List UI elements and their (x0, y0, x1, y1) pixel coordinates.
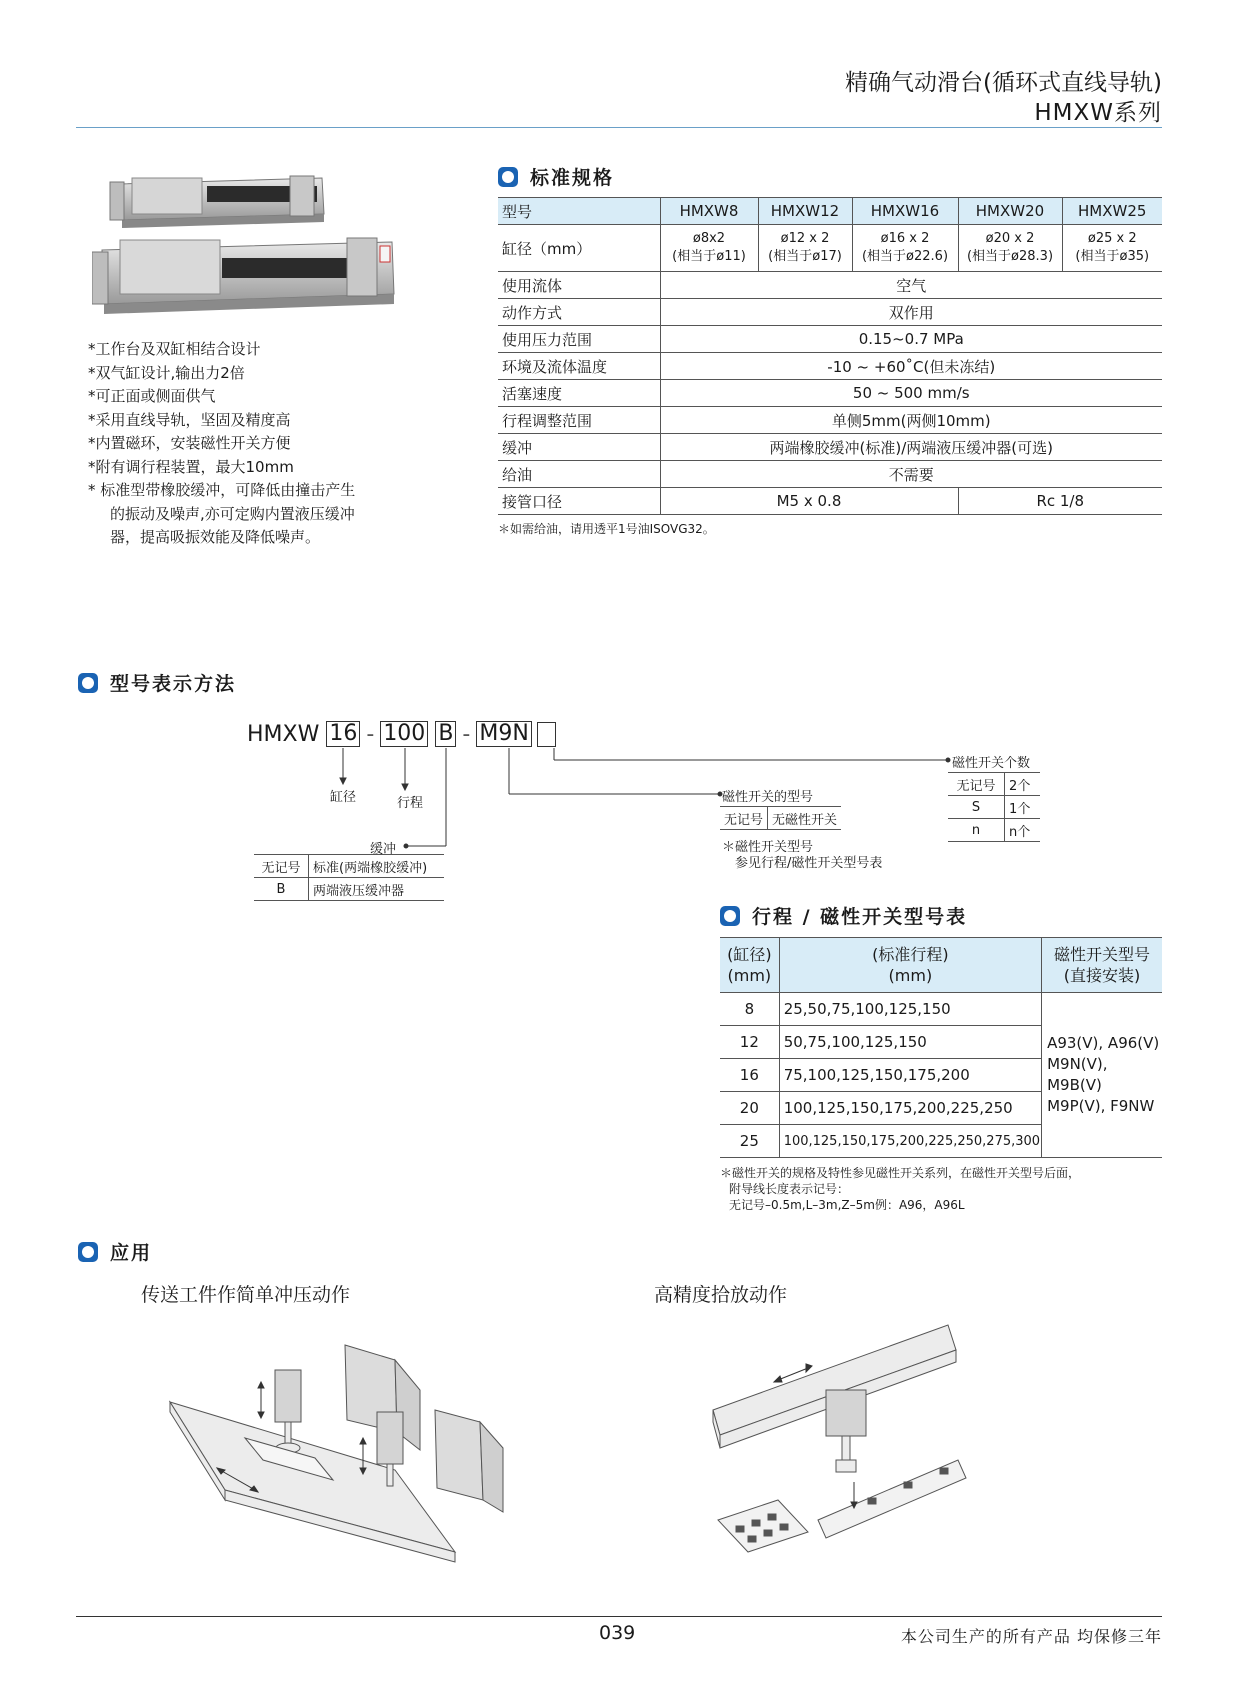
table-row: 接管口径 M5 x 0.8 Rc 1/8 (498, 488, 1162, 515)
header-divider (76, 127, 1162, 128)
switch-model-list: A93(V), A96(V) M9N(V), M9B(V) M9P(V), F9NW (1042, 993, 1162, 1158)
application-section-title: 应用 (78, 1238, 152, 1265)
page-title: 精确气动滑台(循环式直线导轨) (845, 70, 1162, 96)
code-bore: 16 (326, 721, 360, 747)
table-row: n n个 (948, 819, 1040, 842)
table-row: B 两端液压缓冲器 (254, 878, 444, 901)
table-row: 20 100,125,150,175,200,225,250 (720, 1092, 1162, 1125)
table-row: 型号 HMXW8 HMXW12 HMXW16 HMXW20 HMXW25 (498, 198, 1162, 225)
table-row: 无记号 无磁性开关 (720, 807, 841, 830)
switch-note: 参见行程/磁性开关型号表 (735, 856, 883, 871)
stroke-section-title: 行程 / 磁性开关型号表 (720, 902, 967, 929)
switch-type-table (720, 806, 841, 830)
feature-list (88, 338, 428, 550)
spec-table (498, 197, 1162, 515)
feature-item: *双气缸设计,输出力2倍 (88, 363, 245, 382)
spec-note: ＊如需给油，请用透平1号油ISOVG32。 (498, 522, 715, 536)
section-bullet-icon (78, 673, 98, 693)
warranty-note: 本公司生产的所有产品 均保修三年 (900, 1627, 1162, 1646)
feature-item: *采用直线导轨，坚固及精度高 (88, 410, 291, 429)
table-row: 使用流体 空气 (498, 272, 1162, 299)
table-row: 8 25,50,75,100,125,150 A93(V), A96(V) M9N(V), M9B(V) M9P(V), F9NW (720, 993, 1162, 1026)
table-row: 缸径（mm） ø8x2 (相当于ø11) ø12 x 2 (相当于ø17) ø16 x 2 (相当于ø22.6) ø20 x 2 (相当于ø28.3) ø25 x 2 (相当于ø35) (498, 225, 1162, 272)
stroke-table (720, 937, 1162, 1158)
feature-item: 的振动及噪声,亦可定购内置液压缓冲 (110, 504, 355, 523)
table-row: 行程调整范围 单侧5mm(两侧10mm) (498, 407, 1162, 434)
cushion-options-table (254, 854, 444, 901)
model-code: HMXW 16 - 100 B - M9N (247, 721, 556, 747)
switch-type-label: 磁性开关的型号 (722, 790, 814, 805)
feature-item: *工作台及双缸相结合设计 (88, 340, 261, 358)
table-row: 动作方式 双作用 (498, 299, 1162, 326)
feature-item: *附有调行程装置，最大10mm (88, 457, 294, 476)
table-row: 给油 不需要 (498, 461, 1162, 488)
switch-count-label: 磁性开关个数 (952, 756, 1031, 771)
table-row: 16 75,100,125,150,175,200 (720, 1059, 1162, 1092)
application-left-caption: 传送工件作简单冲压动作 (141, 1284, 351, 1306)
table-row: 缓冲 两端橡胶缓冲(标准)/两端液压缓冲器(可选) (498, 434, 1162, 461)
model-code-section-title: 型号表示方法 (78, 669, 236, 696)
code-switch-count (537, 722, 556, 747)
feature-item: 器，提高吸振效能及降低噪声。 (110, 528, 321, 546)
application-illustration-pick-place (708, 1320, 968, 1560)
table-row: 无记号 标准(两端橡胶缓冲) (254, 855, 444, 878)
series-name: HMXW系列 (1034, 100, 1162, 126)
feature-item: * 标准型带橡胶缓冲，可降低由撞击产生 (88, 481, 356, 499)
code-cushion: B (435, 721, 456, 747)
spec-section-title: 标准规格 (498, 163, 614, 190)
section-bullet-icon (720, 906, 740, 926)
table-row: 12 50,75,100,125,150 (720, 1026, 1162, 1059)
table-row: S 1个 (948, 796, 1040, 819)
feature-item: *可正面或侧面供气 (88, 387, 216, 405)
table-row: (缸径) (mm) (标准行程) (mm) 磁性开关型号 (直接安装) (720, 938, 1162, 993)
switch-count-table (948, 772, 1040, 842)
application-illustration-press (165, 1340, 505, 1570)
page-number: 039 (599, 1622, 636, 1644)
bore-label: 缸径 (330, 790, 357, 805)
code-switch: M9N (476, 721, 531, 747)
cushion-label: 缓冲 (370, 842, 397, 857)
table-row: 活塞速度 50 ~ 500 mm/s (498, 380, 1162, 407)
stroke-notes: ＊磁性开关的规格及特性参见磁性开关系列，在磁性开关型号后面， 附导线长度表示记号： 无记号–0.5m,L–3m,Z–5m例：A96，A96L (720, 1166, 1081, 1212)
section-bullet-icon (78, 1242, 98, 1262)
code-stroke: 100 (380, 721, 428, 747)
application-right-caption: 高精度拾放动作 (654, 1284, 788, 1306)
switch-note: ＊磁性开关型号 (722, 840, 814, 855)
model-label: 型号 (498, 198, 660, 225)
bore-label: 缸径（mm） (498, 225, 660, 272)
stroke-label: 行程 (397, 796, 424, 811)
footer-divider (76, 1616, 1162, 1617)
table-row: 使用压力范围 0.15~0.7 MPa (498, 326, 1162, 353)
feature-item: *内置磁环，安装磁性开关方便 (88, 434, 291, 452)
table-row: 环境及流体温度 -10 ~ +60˚C(但未冻结) (498, 353, 1162, 380)
table-row: 25 100,125,150,175,200,225,250,275,300 (720, 1125, 1162, 1158)
product-photo (92, 172, 432, 332)
section-bullet-icon (498, 167, 518, 187)
table-row: 无记号 2个 (948, 773, 1040, 796)
